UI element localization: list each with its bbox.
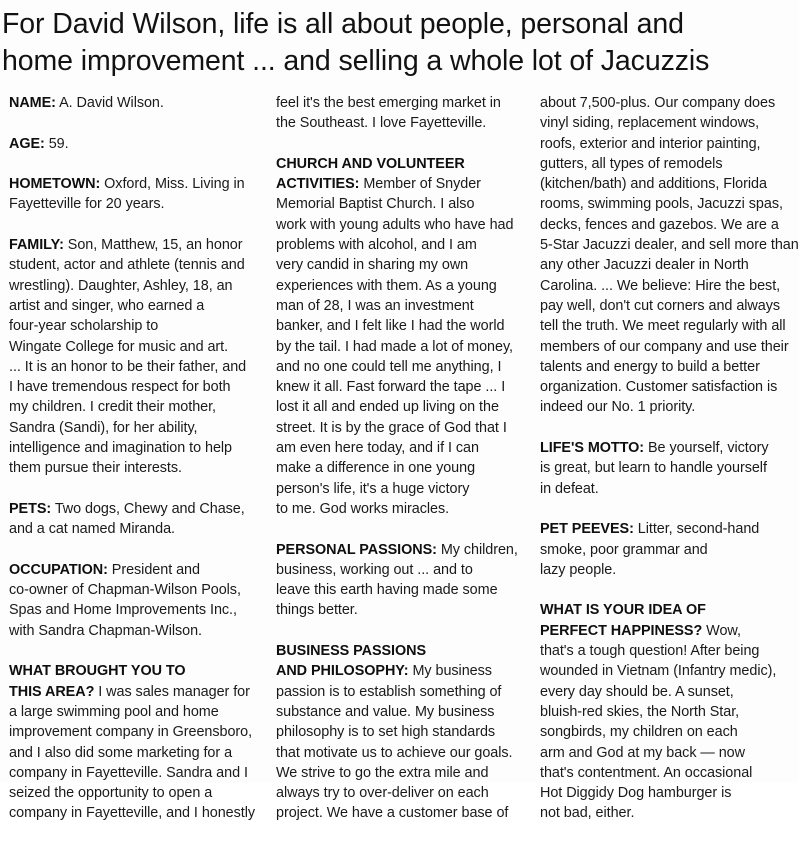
peeves-text: smoke, poor grammar and xyxy=(540,541,708,558)
section-business-passions xyxy=(276,641,538,824)
happiness-text: Wow, xyxy=(702,622,741,639)
section-occupation xyxy=(9,560,281,641)
business-text: indeed our No. 1 priority. xyxy=(540,399,696,416)
motto-text: is great, but learn to handle yourself xyxy=(540,460,767,477)
church-text: lost it all and ended up living on the xyxy=(276,399,499,416)
section-what-brought-continued xyxy=(276,93,538,134)
occupation-text: co-owner of Chapman-Wilson Pools, xyxy=(9,582,241,599)
age-value: 59. xyxy=(44,135,69,152)
church-label: ACTIVITIES: xyxy=(276,176,360,193)
family-text: my children. I credit their mother, xyxy=(9,399,216,416)
headline-line-2: home improvement ... and selling a whole lot of Jacuzzis xyxy=(2,45,710,77)
family-text: intelligence and imagination to help xyxy=(9,440,233,457)
church-text: man of 28, I was an investment xyxy=(276,297,474,314)
family-text: student, actor and athlete (tennis and xyxy=(9,257,245,274)
business-text: project. We have a customer base of xyxy=(276,805,509,822)
happiness-text: bluish-red skies, the North Star, xyxy=(540,703,740,720)
happiness-text: Hot Diggidy Dog hamburger is xyxy=(540,785,732,802)
church-text: knew it all. Fast forward the tape ... I xyxy=(276,379,506,396)
church-text: am even here today, and if I can xyxy=(276,440,479,457)
headline xyxy=(2,6,799,80)
section-pet-peeves xyxy=(540,519,798,580)
happiness-text: that's a tough question! After being xyxy=(540,643,760,660)
church-text: by the tail. I had made a lot of money, xyxy=(276,338,513,355)
occupation-text: President and xyxy=(107,561,200,578)
business-text: roofs, exterior and interior painting, xyxy=(540,135,761,152)
church-text: street. It is by the grace of God that I xyxy=(276,419,507,436)
section-perfect-happiness xyxy=(540,600,798,823)
pets-text: Two dogs, Chewy and Chase, xyxy=(51,500,245,517)
brought-label: THIS AREA? xyxy=(9,683,95,700)
church-text: make a difference in one young xyxy=(276,460,476,477)
section-what-brought xyxy=(9,661,281,823)
hometown-label: HOMETOWN: xyxy=(9,176,101,193)
section-hometown xyxy=(9,174,281,215)
brought-text: company in Fayetteville, and I honestly xyxy=(9,805,256,822)
church-text: Memorial Baptist Church. I also xyxy=(276,196,475,213)
church-text: banker, and I felt like I had the world xyxy=(276,318,505,335)
occupation-text: Spas and Home Improvements Inc., xyxy=(9,602,237,619)
church-text: work with young adults who have had xyxy=(276,216,514,233)
happiness-text: every day should be. A sunset, xyxy=(540,683,734,700)
name-value: A. David Wilson. xyxy=(55,95,164,111)
hometown-text: Oxford, Miss. Living in xyxy=(100,176,245,193)
church-text: person's life, it's a huge victory xyxy=(276,480,470,497)
column-2 xyxy=(276,93,538,844)
age-label: AGE: xyxy=(9,135,45,152)
church-text: and no one could tell me anything, I xyxy=(276,358,502,375)
business-text: talents and energy to build a better xyxy=(540,358,760,375)
business-text: that motivate us to achieve our goals. xyxy=(276,744,513,761)
section-age xyxy=(9,134,281,154)
church-text: Member of Snyder xyxy=(359,176,481,193)
family-text: Wingate College for music and art. xyxy=(9,338,229,355)
personal-text: business, working out ... and to xyxy=(276,561,473,578)
section-church xyxy=(276,154,538,519)
business-label: BUSINESS PASSIONS xyxy=(276,643,427,660)
happiness-label: PERFECT HAPPINESS? xyxy=(540,622,703,639)
business-text: tell the truth. We meet regularly with all xyxy=(540,318,786,335)
business-text: any other Jacuzzi dealer in North xyxy=(540,257,749,274)
business-text: (kitchen/bath) and additions, Florida xyxy=(540,176,767,193)
pets-text: and a cat named Miranda. xyxy=(9,521,175,538)
church-text: experiences with them. As a young xyxy=(276,277,497,294)
business-text: gutters, all types of remodels xyxy=(540,155,723,172)
peeves-text: lazy people. xyxy=(540,561,617,578)
brought-text: a large swimming pool and home xyxy=(9,703,219,720)
happiness-text: songbirds, my children on each xyxy=(540,724,738,741)
section-family xyxy=(9,235,281,479)
happiness-text: wounded in Vietnam (Infantry medic), xyxy=(540,663,777,680)
happiness-text: that's contentment. An occasional xyxy=(540,764,753,781)
family-text: artist and singer, who earned a xyxy=(9,297,205,314)
section-pets xyxy=(9,499,281,540)
brought-text: and I also did some marketing for a xyxy=(9,744,233,761)
family-text: wrestling). Daughter, Ashley, 18, an xyxy=(9,277,233,294)
brought-label: WHAT BROUGHT YOU TO xyxy=(9,663,186,680)
happiness-label: WHAT IS YOUR IDEA OF xyxy=(540,602,706,619)
column-1 xyxy=(9,93,281,844)
personal-text: My children, xyxy=(436,541,518,558)
church-text: to me. God works miracles. xyxy=(276,500,450,517)
motto-text: in defeat. xyxy=(540,480,599,497)
brought-text: seized the opportunity to open a xyxy=(9,785,213,802)
brought-text: the Southeast. I love Fayetteville. xyxy=(276,115,487,132)
occupation-label: OCCUPATION: xyxy=(9,561,108,578)
church-text: very candid in sharing my own xyxy=(276,257,469,274)
business-text: substance and value. My business xyxy=(276,703,495,720)
business-text: organization. Customer satisfaction is xyxy=(540,379,778,396)
section-business-continued xyxy=(540,93,798,418)
church-label: CHURCH AND VOLUNTEER xyxy=(276,155,465,172)
section-lifes-motto xyxy=(540,438,798,499)
personal-label: PERSONAL PASSIONS: xyxy=(276,541,437,558)
business-text: rooms, swimming pools, Jacuzzi spas, xyxy=(540,196,783,213)
family-text: I have tremendous respect for both xyxy=(9,379,231,396)
occupation-text: with Sandra Chapman-Wilson. xyxy=(9,622,203,639)
business-text: philosophy is to set high standards xyxy=(276,724,496,741)
brought-text: company in Fayetteville. Sandra and I xyxy=(9,764,248,781)
personal-text: leave this earth having made some xyxy=(276,582,498,599)
business-text: passion is to establish something of xyxy=(276,683,502,700)
business-text: always try to over-deliver on each xyxy=(276,785,489,802)
brought-text: feel it's the best emerging market in xyxy=(276,95,501,111)
section-name xyxy=(9,93,281,113)
brought-text: improvement company in Greensboro, xyxy=(9,724,253,741)
section-personal-passions xyxy=(276,540,538,621)
business-text: 5-Star Jacuzzi dealer, and sell more than xyxy=(540,237,799,254)
name-label: NAME: xyxy=(9,95,56,111)
family-text: Son, Matthew, 15, an honor xyxy=(63,237,243,254)
business-text: My business xyxy=(408,663,492,680)
business-text: decks, fences and gazebos. We are a xyxy=(540,216,779,233)
happiness-text: not bad, either. xyxy=(540,805,635,822)
hometown-text: Fayetteville for 20 years. xyxy=(9,196,165,213)
column-3 xyxy=(540,93,798,844)
business-text: vinyl siding, replacement windows, xyxy=(540,115,760,132)
family-text: them pursue their interests. xyxy=(9,460,182,477)
peeves-label: PET PEEVES: xyxy=(540,521,634,538)
peeves-text: Litter, second-hand xyxy=(633,521,760,538)
business-label: AND PHILOSOPHY: xyxy=(276,663,409,680)
church-text: problems with alcohol, and I am xyxy=(276,237,477,254)
business-text: Carolina. ... We believe: Hire the best, xyxy=(540,277,781,294)
personal-text: things better. xyxy=(276,602,358,619)
family-text: Sandra (Sandi), for her ability, xyxy=(9,419,198,436)
business-text: We strive to go the extra mile and xyxy=(276,764,489,781)
motto-text: Be yourself, victory xyxy=(644,440,769,457)
family-text: four-year scholarship to xyxy=(9,318,159,335)
business-text: members of our company and use their xyxy=(540,338,789,355)
family-text: ... It is an honor to be their father, and xyxy=(9,358,247,375)
brought-text: I was sales manager for xyxy=(94,683,250,700)
pets-label: PETS: xyxy=(9,500,52,517)
happiness-text: arm and God at my back — now xyxy=(540,744,745,761)
family-label: FAMILY: xyxy=(9,237,64,254)
business-text: about 7,500-plus. Our company does xyxy=(540,95,776,111)
business-text: pay well, don't cut corners and always xyxy=(540,297,781,314)
headline-line-1: For David Wilson, life is all about people, personal and xyxy=(2,8,684,40)
motto-label: LIFE'S MOTTO: xyxy=(540,440,645,457)
